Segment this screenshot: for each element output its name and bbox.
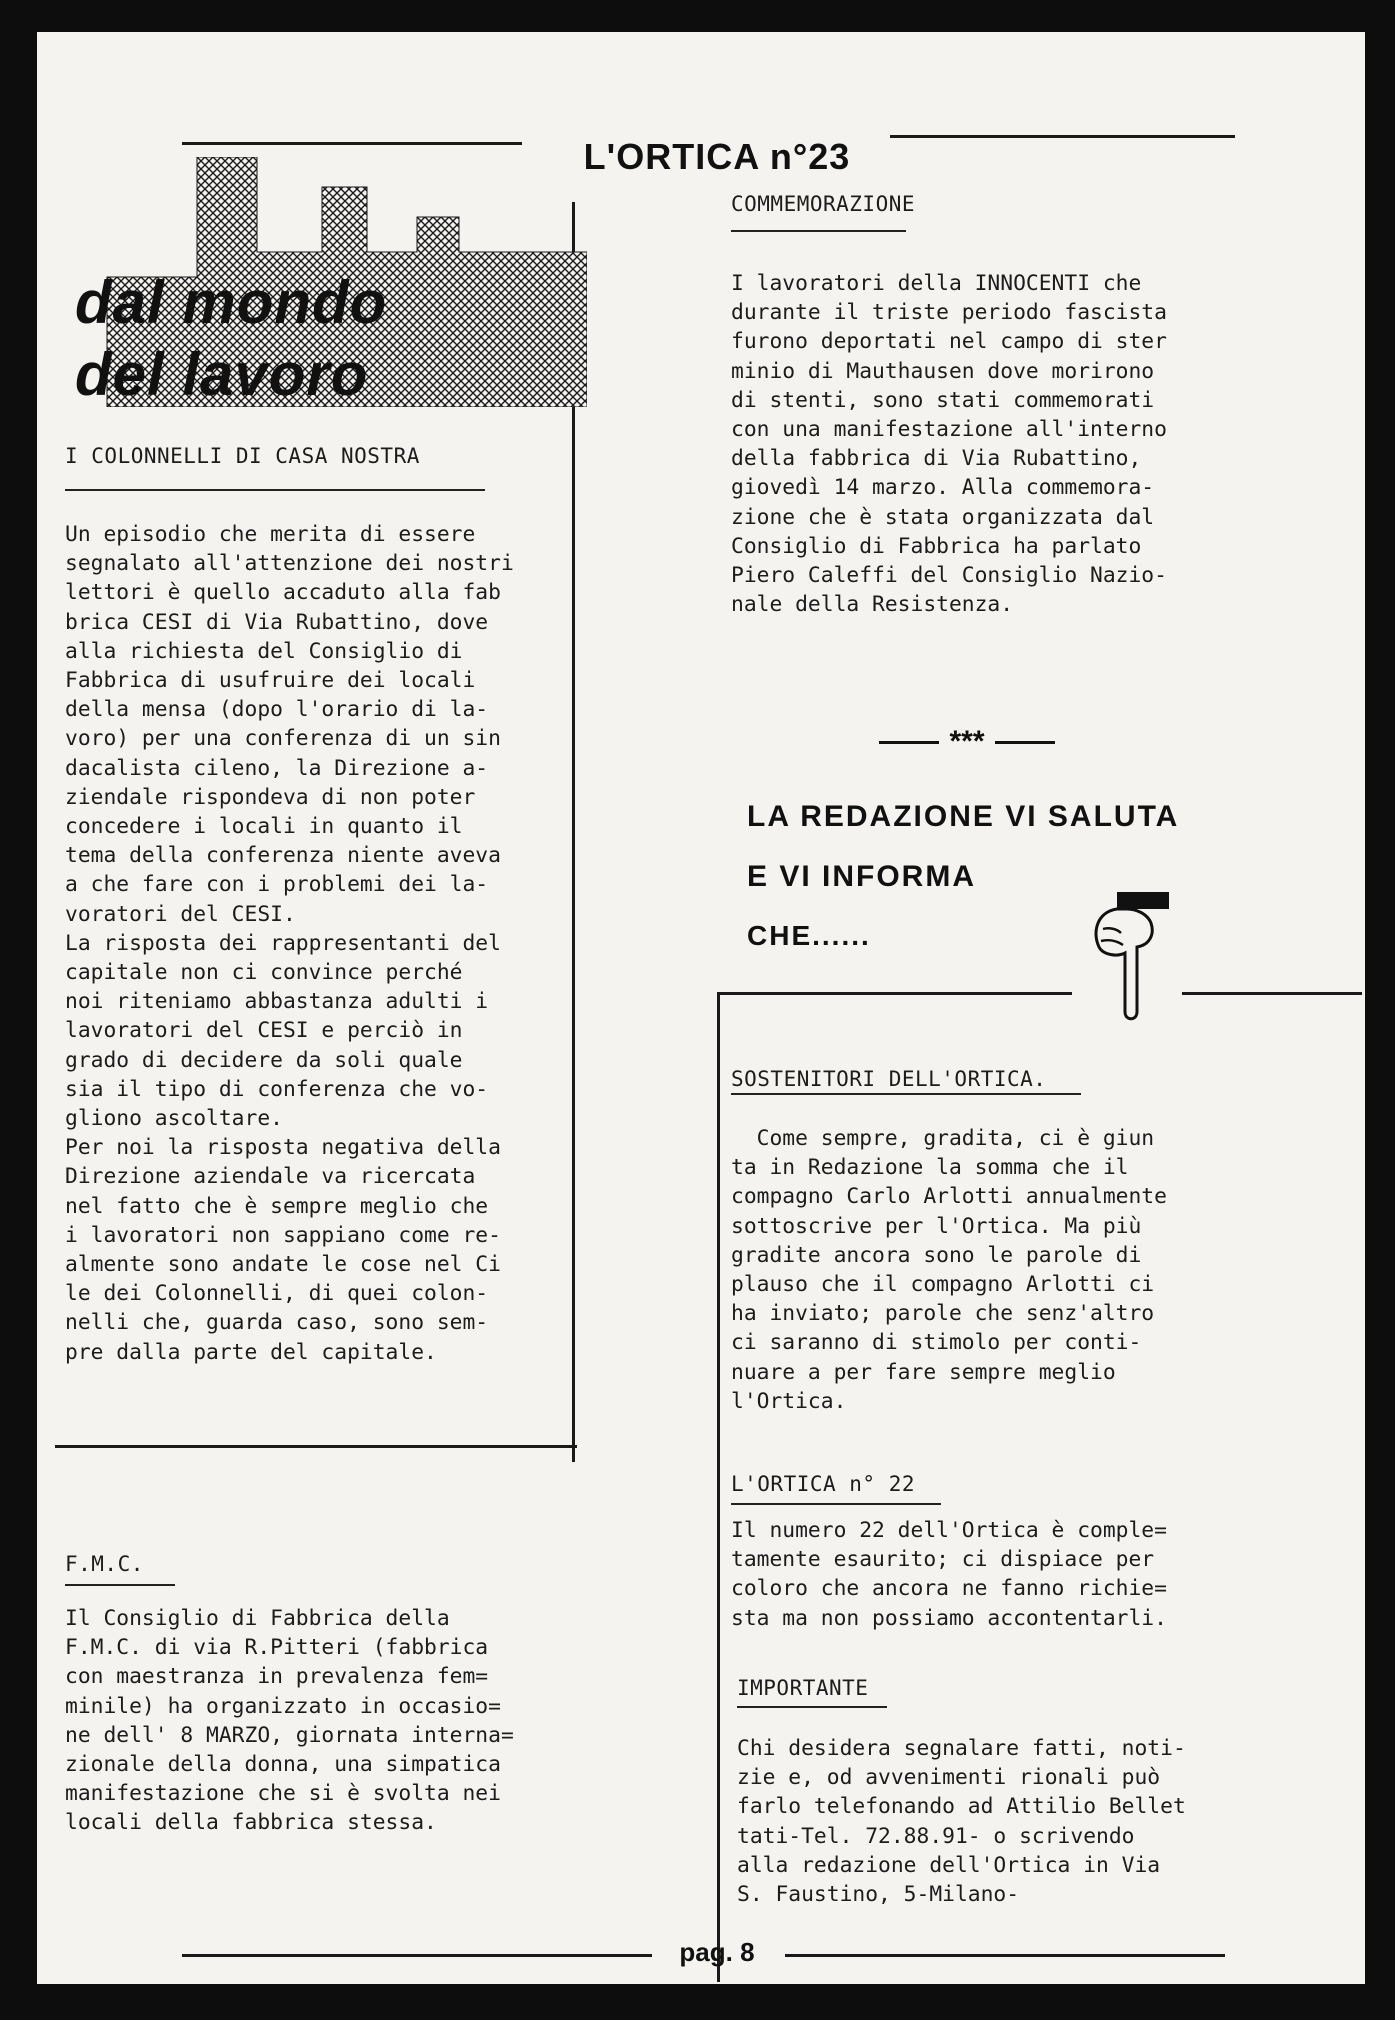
colonnelli-article-body: Un episodio che merita di essere segnalato all'attenzione dei nostri lettori è quello accaduto alla fab brica CESI di Via Rubattino, dove alla richiesta del Consiglio di Fabbrica di usufruire dei locali della mensa (dopo l'orario di la- voro) per una conferenza di un sin dacalista cileno, la Direzione a- ziendale rispondeva di non poter concedere i locali in quanto il tema della conferenza niente aveva a che fare con i problemi dei la- voratori del CESI. La risposta dei rappresentanti del capitale non ci convince perché noi riteniamo abbastanza adulti i lavoratori del CESI e perciò in grado di decidere da soli quale sia il tipo di conferenza che vo- gliono ascoltare. Per noi la risposta negativa della Direzione aziendale va ricercata nel fatto che è sempre meglio che i lavoratori non sappiano come re- almente sono andate le cose nel Ci le dei Colonnelli, di quei colon- nelli che, guarda caso, sono sem- pre dalla parte del capitale. (65, 522, 514, 1365)
ortica22-heading-underline (731, 1503, 941, 1505)
sostenitori-heading: SOSTENITORI DELL'ORTICA. (731, 1067, 1047, 1091)
footer-rule-right (785, 1954, 1225, 1957)
left-section-rule (55, 1445, 577, 1448)
logo-line-2: del lavoro (75, 341, 369, 408)
commemorazione-heading: COMMEMORAZIONE (731, 192, 916, 216)
right-box-top-rule-left (717, 992, 1072, 995)
announce-line-1: LA REDAZIONE VI SALUTA (747, 800, 1180, 833)
colonnelli-heading: I COLONNELLI DI CASA NOSTRA (65, 444, 420, 468)
sostenitori-heading-underline (731, 1093, 1081, 1095)
right-box-top-rule-right (1182, 992, 1362, 995)
colonnelli-heading-underline (65, 489, 485, 491)
fmc-heading-underline (65, 1584, 175, 1586)
commemorazione-article-body: I lavoratori della INNOCENTI che durante il triste periodo fascista furono deportati nel campo di ster minio di Mauthausen dove morirono di stenti, sono stati commemorati con una manifestazione all'interno della fabbrica di Via Rubattino, giovedì 14 marzo. Alla commemora- zione che è stata organizzata dal Consiglio di Fabbrica ha parlato Piero Caleffi del Consiglio Nazio- nale della Resistenza. (731, 271, 1167, 618)
newsletter-page (37, 32, 1365, 1984)
page-number: pag. 8 (679, 1936, 755, 1967)
sostenitori-article-body: Come sempre, gradita, ci è giun ta in Redazione la somma che il compagno Carlo Arlotti annualmente sottoscrive per l'Ortica. Ma più gradite ancora sono le parole di plauso che il compagno Arlotti ci ha inviato; parole che senz'altro ci saranno di stimolo per conti- nuare a per fare sempre meglio l'Ortica. (731, 1126, 1167, 1414)
fmc-heading: F.M.C. (65, 1552, 144, 1576)
announce-line-3: CHE...... (747, 920, 871, 951)
pointing-hand-icon (1077, 887, 1177, 1022)
logo-lettering (75, 267, 387, 411)
importante-article-body: Chi desidera segnalare fatti, noti- zie e, od avvenimenti rionali può farlo telefonando ad Attilio Bellet tati-Tel. 72.88.91- o scrivendo alla redazione dell'Ortica in Via S. Faustino, 5-Milano- (737, 1736, 1186, 1908)
commemorazione-heading-underline (731, 230, 906, 232)
masthead-title: L'ORTICA n°23 (583, 136, 851, 177)
announce-line-2: E VI INFORMA (747, 860, 977, 893)
ortica22-article-body: Il numero 22 dell'Ortica è comple= tamente esaurito; ci dispiace per coloro che ancora ne fanno richie= sta ma non possiamo accontentarli. (731, 1518, 1167, 1631)
masthead-rule-right (890, 135, 1235, 138)
importante-heading-underline (737, 1706, 887, 1708)
footer-rule-left (182, 1954, 652, 1957)
right-box-left-border (717, 992, 720, 1982)
logo-line-1: dal mondo (75, 269, 388, 336)
stars-separator: *** (847, 722, 1087, 762)
masthead-rule-left (182, 142, 522, 145)
importante-heading: IMPORTANTE (737, 1676, 869, 1700)
fmc-article-body: Il Consiglio di Fabbrica della F.M.C. di via R.Pitteri (fabbrica con maestranza in prevalenza fem= minile) ha organizzato in occasio= ne dell' 8 MARZO, giornata interna= zionale della donna, una simpatica manifestazione che si è svolta nei locali della fabbrica stessa. (65, 1606, 514, 1836)
ortica22-heading: L'ORTICA n° 22 (731, 1472, 916, 1496)
